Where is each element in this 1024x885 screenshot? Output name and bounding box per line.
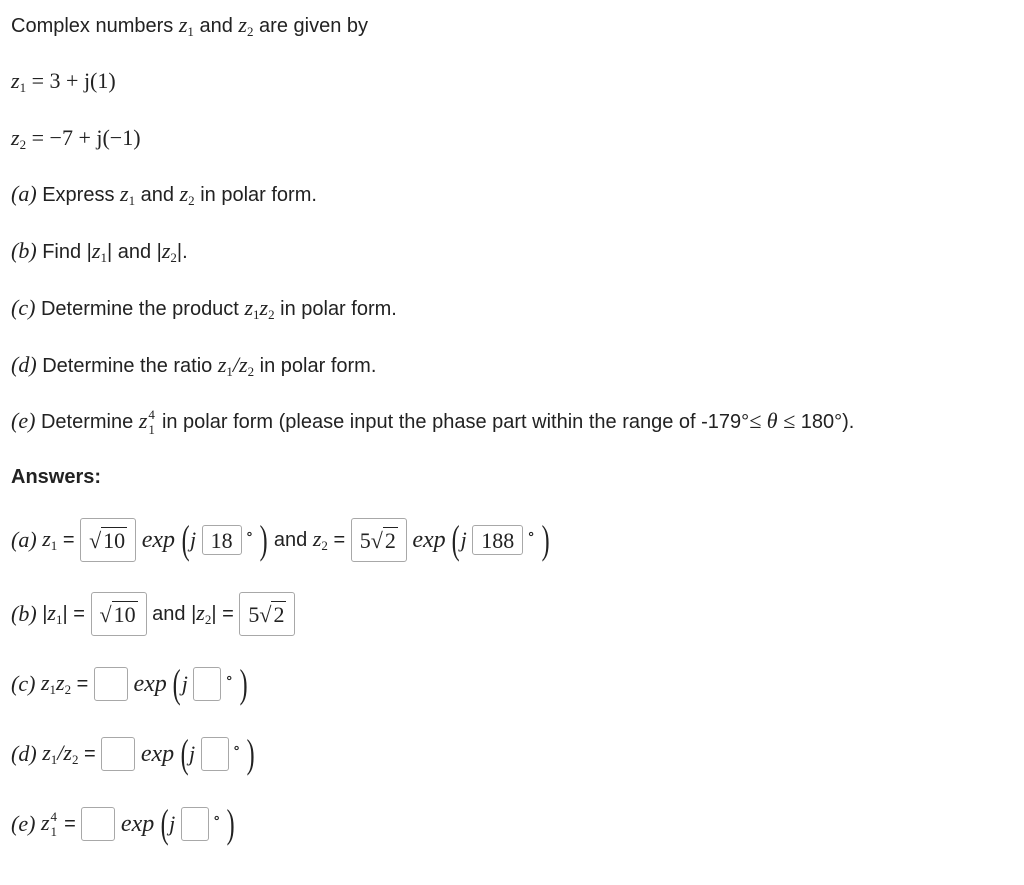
- exp-label: exp: [141, 527, 176, 553]
- answer-e-magnitude-field[interactable]: [81, 807, 115, 841]
- answer-d: (d) $z_1/z_2 = \exp (j$ ∘ ): [11, 731, 255, 776]
- answer-d-phase-field[interactable]: [201, 737, 229, 771]
- answer-e-label: (e): [11, 811, 36, 836]
- answer-e-phase-field[interactable]: [181, 807, 209, 841]
- intro-tail: are given by: [259, 15, 369, 37]
- answer-a-z1-phase-field[interactable]: 18: [202, 525, 242, 555]
- answer-a-z2-magnitude-field[interactable]: 5√2: [351, 518, 407, 562]
- answer-b-z2-magnitude-field[interactable]: 5√2: [239, 592, 295, 636]
- answer-a: (a) $z_1 = √10$ exp (j 18 ∘ ) and $z_2 = 5√2$ exp (j 188 ∘ ): [11, 517, 550, 562]
- answer-a-label: (a): [11, 527, 37, 552]
- z1-definition: $z_1 = 3 + j(1)$: [11, 68, 116, 95]
- z1-rhs: = 3 + j(1): [31, 68, 116, 93]
- answer-c-label: (c): [11, 671, 36, 696]
- answer-b: (b) $|z_1| = √10$ and $|z_2| = 5√2$: [11, 592, 295, 636]
- part-c: (c) Determine the product $z_1z_2$ in polar form.: [11, 295, 397, 322]
- answers-heading: Answers:: [11, 466, 102, 488]
- z1-symbol: $z_1$: [178, 12, 194, 39]
- part-b: (b) Find $|z_1|$ and $|z_2|$.: [11, 238, 188, 265]
- answer-d-magnitude-field[interactable]: [101, 737, 135, 771]
- part-c-label: (c): [11, 295, 36, 320]
- part-b-label: (b): [11, 238, 37, 263]
- answer-b-z1-magnitude-field[interactable]: √10: [91, 592, 147, 636]
- part-a-label: (a): [11, 181, 37, 206]
- intro-line: [11, 14, 368, 38]
- theta-inequality: ≤ θ ≤: [749, 408, 796, 433]
- z2-symbol: $z_2$: [238, 12, 254, 39]
- part-e: (e) Determine z 4 1 in polar form (please input the phase part within the range of -179°≤ θ ≤ 180°).: [11, 407, 855, 437]
- z2-definition: $z_2 = -7 + j(-1)$: [11, 125, 141, 152]
- part-d: (d) Determine the ratio $z_1/z_2$ in polar form.: [11, 352, 377, 379]
- answer-c: (c) $z_1z_2 = \exp (j$ ∘ ): [11, 661, 248, 706]
- answer-a-z2-phase-field[interactable]: 188: [472, 525, 523, 555]
- answer-e: (e) z 4 1 = exp (j ∘ ): [11, 801, 235, 846]
- answer-d-label: (d): [11, 741, 37, 766]
- answer-c-magnitude-field[interactable]: [94, 667, 128, 701]
- part-a: (a) Express $z_1$ and $z_2$ in polar form.: [11, 181, 317, 208]
- part-e-label: (e): [11, 408, 36, 433]
- intro-lead: Complex numbers: [11, 15, 174, 37]
- answer-b-label: (b): [11, 601, 37, 626]
- part-d-label: (d): [11, 352, 37, 377]
- intro-and: and: [199, 15, 233, 37]
- answer-c-phase-field[interactable]: [193, 667, 221, 701]
- z2-rhs: = −7 + j(−1): [31, 125, 141, 150]
- answer-a-z1-magnitude-field[interactable]: √10: [80, 518, 136, 562]
